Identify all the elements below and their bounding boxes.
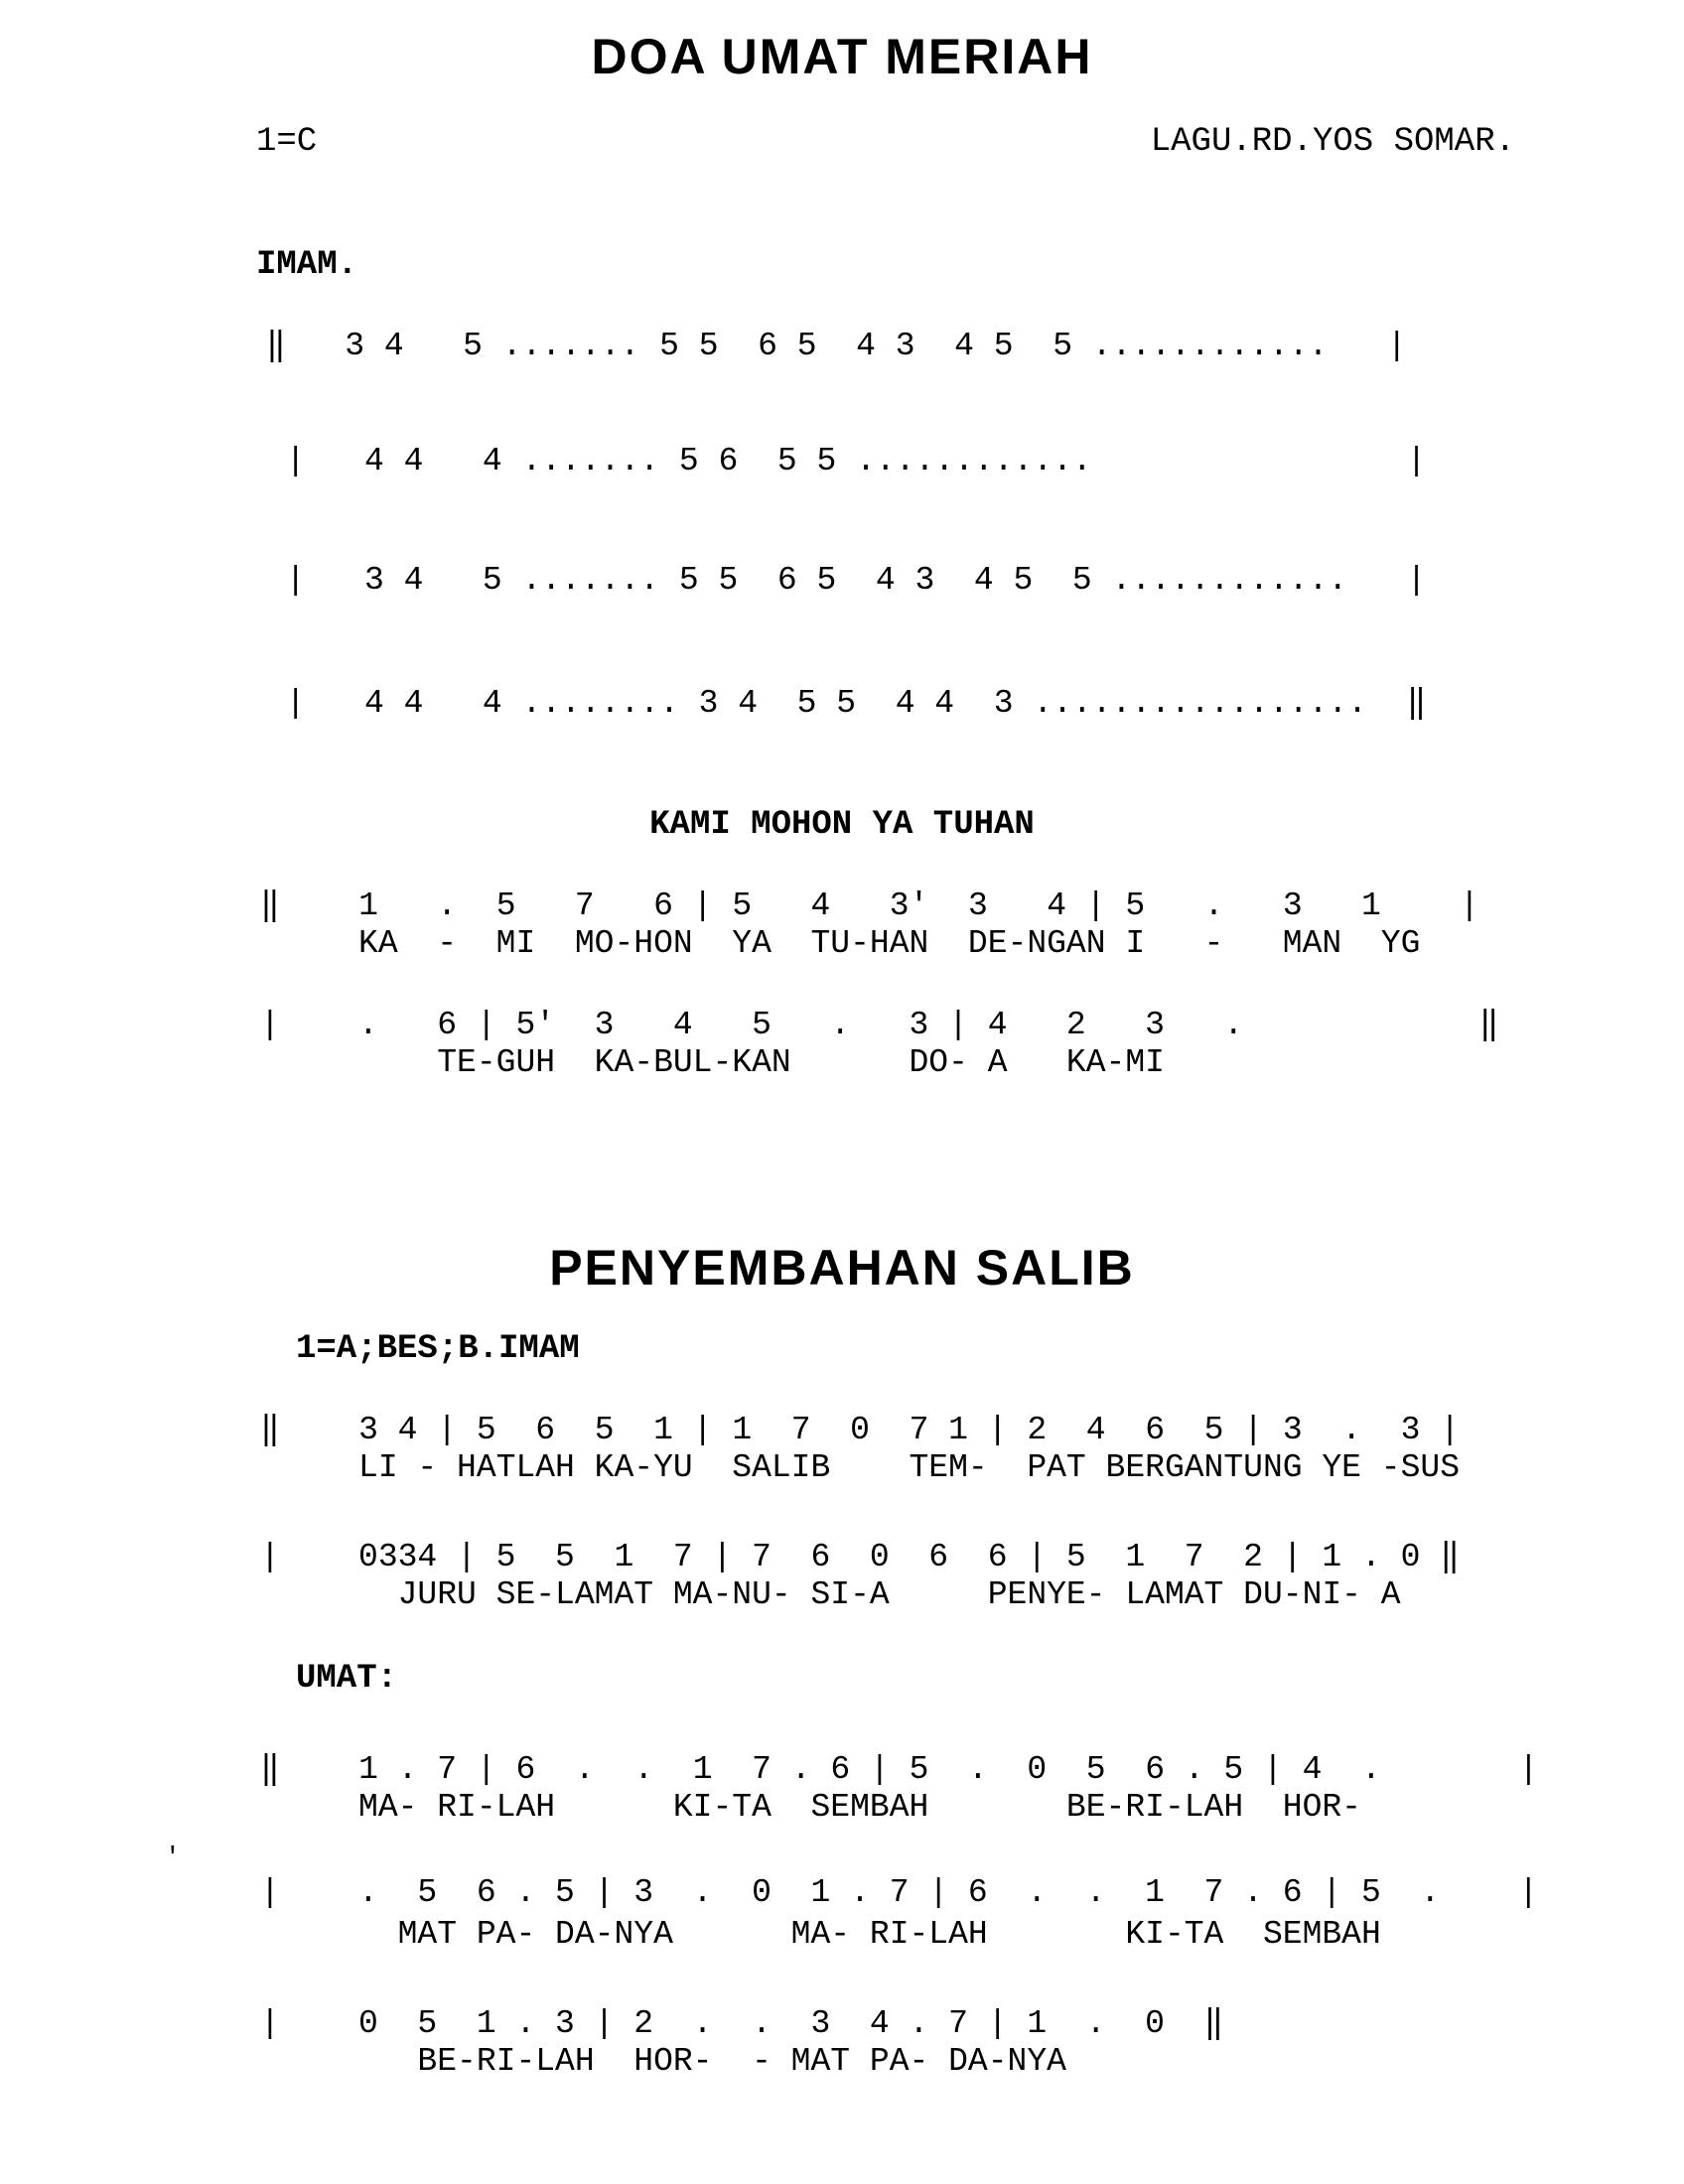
song2-imam-notes-1: ‖ 3 4 | 5 6 5 1 | 1 7 0 7 1 | 2 4 6 5 | 3 . 3 |	[260, 1412, 1461, 1448]
imam-notes-line-3: | 3 4 5 ....... 5 5 6 5 4 3 4 5 5 ............ |	[266, 562, 1427, 599]
response-lyrics-1: KA - MI MO-HON YA TU-HAN DE-NGAN I - MAN YG	[260, 925, 1421, 962]
song1-key: 1=C	[256, 123, 318, 161]
response-title: KAMI MOHON YA TUHAN	[649, 806, 1035, 844]
umat-lyrics-3: BE-RI-LAH HOR- - MAT PA- DA-NYA	[260, 2043, 1066, 2080]
song2-imam-lyrics-2: JURU SE-LAMAT MA-NU- SI-A PENYE- LAMAT DU-NI- A	[260, 1576, 1401, 1613]
umat-lyrics-1: MA- RI-LAH KI-TA SEMBAH BE-RI-LAH HOR-	[260, 1789, 1361, 1826]
imam-notes-line-1: ‖ 3 4 5 ....... 5 5 6 5 4 3 4 5 5 ............ |	[266, 328, 1407, 364]
song1-composer: LAGU.RD.YOS SOMAR.	[1150, 123, 1515, 161]
response-notes-2: | . 6 | 5' 3 4 5 . 3 | 4 2 3 . ‖	[260, 1007, 1499, 1043]
umat-lyrics-2: MAT PA- DA-NYA MA- RI-LAH KI-TA SEMBAH	[260, 1916, 1381, 1953]
song1-title: DOA UMAT MERIAH	[591, 29, 1093, 84]
umat-notes-2: | . 5 6 . 5 | 3 . 0 1 . 7 | 6 . . 1 7 . 6 | 5 . |	[260, 1874, 1539, 1911]
song2-title: PENYEMBAHAN SALIB	[549, 1240, 1135, 1296]
response-lyrics-2: TE-GUH KA-BUL-KAN DO- A KA-MI	[260, 1044, 1165, 1081]
umat-notes-3: | 0 5 1 . 3 | 2 . . 3 4 . 7 | 1 . 0 ‖	[260, 2005, 1224, 2042]
umat-label: UMAT:	[296, 1660, 398, 1698]
umat-notes-1: ‖ 1 . 7 | 6 . . 1 7 . 6 | 5 . 0 5 6 . 5 | 4 . |	[260, 1751, 1539, 1788]
imam-notes-line-2: | 4 4 4 ....... 5 6 5 5 ............ |	[266, 443, 1427, 479]
song2-imam-lyrics-1: LI - HATLAH KA-YU SALIB TEM- PAT BERGANTUNG YE -SUS	[260, 1449, 1460, 1486]
stray-mark: '	[165, 1843, 181, 1872]
response-notes-1: ‖ 1 . 5 7 6 | 5 4 3' 3 4 | 5 . 3 1 |	[260, 887, 1479, 924]
imam-notes-line-4: | 4 4 4 ........ 3 4 5 5 4 4 3 ................. ‖	[266, 685, 1427, 722]
imam-label: IMAM.	[256, 246, 358, 284]
song2-imam-notes-2: | 0334 | 5 5 1 7 | 7 6 0 6 6 | 5 1 7 2 | 1 . 0 ‖	[260, 1539, 1461, 1575]
song2-key-label: 1=A;BES;B.IMAM	[296, 1330, 580, 1368]
